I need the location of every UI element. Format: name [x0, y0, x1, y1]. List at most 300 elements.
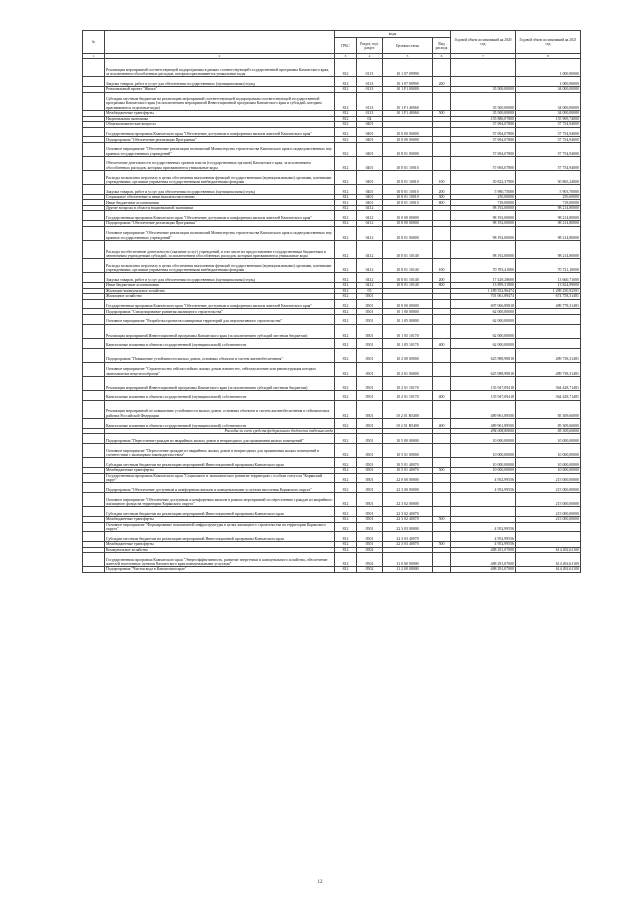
row-vol2020-cell: 155 886,07800 [451, 116, 516, 122]
row-razdel-cell: 0501 [357, 400, 383, 418]
row-razdel-cell: 0501 [357, 434, 383, 444]
row-csr-cell: 22 3 03 00000 [383, 522, 433, 532]
row-num-cell [83, 142, 105, 156]
row-vol2021-cell [516, 314, 581, 324]
row-name-cell: Коммунальное хозяйство [105, 547, 335, 553]
row-vol2020-cell: 57 694,07800 [451, 127, 516, 137]
row-razdel-cell: 0113 [357, 59, 383, 77]
row-vol2021-cell: 98 214,80000 [516, 226, 581, 240]
row-name-cell: Обеспечение деятельности государственных органов власти (государственных органов) Камчатского края, за исключением обособленных расходов, которым присваиваются уникальные коды [105, 156, 335, 170]
row-vol2021-cell: 13 660,71000 [516, 273, 581, 283]
table-row [83, 483, 581, 493]
row-razdel-cell: 0501 [357, 338, 383, 348]
row-razdel-cell: 0401 [357, 200, 383, 206]
row-vol2021-cell [516, 522, 581, 532]
row-grbs-cell: 812 [335, 92, 357, 110]
row-name-cell: Основное мероприятие "Обеспечение реализации полномочий Министерства строительства Камчатского края и подведомственных ему краевых государственных учреждений" [105, 226, 335, 240]
row-vol2020-cell: 98 192,00000 [451, 240, 516, 258]
row-razdel-cell: 0501 [357, 314, 383, 324]
row-vol2020-cell: 10 000,00000 [451, 468, 516, 474]
table-row [83, 171, 581, 185]
row-vr-cell [433, 142, 451, 156]
row-grbs-cell: 812 [335, 116, 357, 122]
row-razdel-cell: 0412 [357, 240, 383, 258]
row-vol2020-cell: 62 000,00000 [451, 309, 516, 315]
row-num-cell [83, 376, 105, 390]
row-vr-cell: 500 [433, 111, 451, 117]
row-csr-cell: 10 2 00 00000 [383, 348, 433, 362]
row-csr-cell: 10 8 01 00000 [383, 226, 433, 240]
row-csr-cell: 10 2 01 10170 [383, 376, 433, 390]
row-vr-cell [433, 458, 451, 468]
row-vol2020-cell [451, 493, 516, 507]
row-grbs-cell: 812 [335, 547, 357, 553]
row-vol2021-cell: 718,00000 [516, 200, 581, 206]
row-razdel-cell: 0501 [357, 493, 383, 507]
row-num-cell [83, 338, 105, 348]
row-grbs-cell: 812 [335, 273, 357, 283]
row-name-cell: Расходы на выплаты персоналу в целях обеспечения выполнения функций государственными (муниципальными) органами, казенными учреждениями, органами управления государственными внебюджетными фондами [105, 171, 335, 185]
row-razdel-cell: 0113 [357, 92, 383, 110]
row-num-cell [83, 92, 105, 110]
row-csr-cell: 22 3 03 40070 [383, 542, 433, 548]
row-num-cell [83, 567, 105, 573]
row-vol2021-cell: 364 428,71481 [516, 390, 581, 400]
row-vol2020-cell: 135 947,09418 [451, 376, 516, 390]
row-vol2021-cell: 98 214,80000 [516, 240, 581, 258]
row-vol2021-cell: 215 000,00000 [516, 507, 581, 517]
row-num-cell [83, 226, 105, 240]
row-name-cell: Субсидии местным бюджетам на реализацию мероприятий Инвестиционной программы Камчатского края [105, 458, 335, 468]
row-razdel-cell: 0401 [357, 122, 383, 128]
row-vol2020-cell: 35 500,00000 [451, 87, 516, 93]
table-row [83, 273, 581, 283]
header-codes: коды [335, 31, 451, 38]
row-grbs-cell: 812 [335, 314, 357, 324]
row-vol2021-cell: 215 000,00000 [516, 517, 581, 523]
table-row [83, 507, 581, 517]
row-vol2020-cell: 489 961,89500 [451, 400, 516, 418]
row-num-cell [83, 522, 105, 532]
row-vol2021-cell: 85 309,60000 [516, 428, 581, 434]
row-grbs-cell: 812 [335, 259, 357, 273]
row-grbs-cell: 812 [335, 205, 357, 211]
row-num-cell [83, 532, 105, 542]
row-csr-cell: 10 5 01 40070 [383, 468, 433, 474]
row-vol2020-cell: 62 000,00000 [451, 338, 516, 348]
row-vr-cell [433, 211, 451, 221]
row-num-cell [83, 59, 105, 77]
table-row [83, 522, 581, 532]
row-vol2021-cell: 215 000,00000 [516, 483, 581, 493]
row-name-cell: Социальное обеспечение и иные выплаты населению [105, 194, 335, 200]
row-vol2020-cell: 98 192,00000 [451, 205, 516, 211]
row-num-cell [83, 473, 105, 483]
row-csr-cell: 10 8 01 10010 [383, 185, 433, 195]
row-csr-cell: 11 0 00 00000 [383, 553, 433, 567]
row-razdel-cell: 0501 [357, 473, 383, 483]
row-vol2020-cell: 1 189 352,96474 [451, 288, 516, 294]
row-vol2021-cell: 57 754,94000 [516, 137, 581, 143]
row-name-cell: Межбюджетные трансферты [105, 111, 335, 117]
row-vr-cell [433, 376, 451, 390]
row-vr-cell [433, 522, 451, 532]
row-razdel-cell: 0401 [357, 127, 383, 137]
header-vr: Вид расхода [433, 38, 451, 54]
row-name-cell: Региональный проект "Жилье" [105, 87, 335, 93]
row-num-cell [83, 458, 105, 468]
row-csr-cell: 10 8 01 00000 [383, 142, 433, 156]
row-razdel-cell: 0412 [357, 259, 383, 273]
row-vol2020-cell: 62 000,00000 [451, 324, 516, 338]
row-vr-cell [433, 324, 451, 338]
row-razdel-cell: 0501 [357, 532, 383, 542]
table-row [83, 444, 581, 458]
row-vol2021-cell: 215 000,00000 [516, 473, 581, 483]
row-vol2021-cell: 13 824,99000 [516, 283, 581, 289]
row-vr-cell [433, 532, 451, 542]
row-name-cell: Иные бюджетные ассигнования [105, 283, 335, 289]
column-number: 1 [83, 54, 105, 59]
row-num-cell [83, 77, 105, 87]
row-razdel-cell: 0501 [357, 309, 383, 315]
table-row [83, 92, 581, 110]
row-grbs-cell: 812 [335, 532, 357, 542]
row-vol2021-cell: 1 000,90000 [516, 59, 581, 77]
row-razdel-cell: 0501 [357, 483, 383, 493]
row-razdel-cell: 0501 [357, 362, 383, 376]
row-razdel-cell: 0113 [357, 87, 383, 93]
row-csr-cell: 10 8 01 10140 [383, 283, 433, 289]
row-razdel-cell: 0502 [357, 547, 383, 553]
row-vol2020-cell: 50 822,37900 [451, 171, 516, 185]
row-num-cell [83, 299, 105, 309]
row-csr-cell: 10 8 01 10010 [383, 171, 433, 185]
row-vol2020-cell [451, 59, 516, 77]
row-vol2020-cell: 489 961,89500 [451, 419, 516, 429]
row-num-cell [83, 493, 105, 507]
header-csr: Целевая статья [383, 38, 433, 54]
row-grbs-cell: 812 [335, 400, 357, 418]
row-csr-cell: 10 1 00 00000 [383, 309, 433, 315]
row-vol2021-cell [516, 324, 581, 338]
row-vr-cell: 400 [433, 419, 451, 429]
row-razdel-cell: 0501 [357, 390, 383, 400]
row-vol2020-cell: 488 291,07000 [451, 567, 516, 573]
row-vr-cell [433, 493, 451, 507]
row-grbs-cell: 812 [335, 348, 357, 362]
row-vr-cell: 200 [433, 273, 451, 283]
row-vol2020-cell: 5 980,75000 [451, 185, 516, 195]
row-num-cell [83, 400, 105, 418]
row-name-cell: Государственная программа Камчатского края "Социальное и экономическое развитие территории с особым статусом "Корякский округ" [105, 473, 335, 483]
row-vol2020-cell: 4 952,99556 [451, 542, 516, 548]
header-vol2021: Годовой объем ассигнований на 2021 год [516, 31, 581, 54]
row-razdel-cell: 0501 [357, 522, 383, 532]
row-vr-cell: 100 [433, 171, 451, 185]
row-vol2021-cell: 50 865,24000 [516, 171, 581, 185]
column-number: 7 [451, 54, 516, 59]
row-csr-cell: 10 1 05 00000 [383, 314, 433, 324]
row-vr-cell [433, 226, 451, 240]
row-vol2020-cell: 488 291,07000 [451, 547, 516, 553]
row-grbs-cell: 812 [335, 390, 357, 400]
table-row [83, 324, 581, 338]
row-name-cell: Иные бюджетные ассигнования [105, 200, 335, 206]
budget-document [82, 30, 580, 573]
row-num-cell [83, 156, 105, 170]
row-name-cell: Межбюджетные трансферты [105, 468, 335, 474]
row-csr-cell: 10 2 01 00000 [383, 362, 433, 376]
row-vr-cell: 800 [433, 283, 451, 289]
row-vol2020-cell: 625 988,98818 [451, 362, 516, 376]
row-razdel-cell: 0501 [357, 294, 383, 300]
row-name-cell: Подпрограмма "Обеспечение реализации Программы" [105, 137, 335, 143]
row-num-cell [83, 444, 105, 458]
row-vr-cell [433, 314, 451, 324]
row-name-cell: Основное мероприятие "Разработка проектов планировки территорий для перспективного строительства" [105, 314, 335, 324]
row-razdel-cell: 0412 [357, 211, 383, 221]
row-vol2021-cell: 57 754,94000 [516, 156, 581, 170]
row-csr-cell: 10 8 01 10140 [383, 240, 433, 258]
row-csr-cell: 10 1 05 10170 [383, 338, 433, 348]
row-vr-cell: 400 [433, 338, 451, 348]
row-name-cell: Основное мероприятие "Строительство сейсмостойких жилых домов взамен тех, сейсмоусиление или реконструкция которых экономически нецелесообразна" [105, 362, 335, 376]
row-csr-cell: 10 5 01 40070 [383, 458, 433, 468]
row-num-cell [83, 348, 105, 362]
row-vol2021-cell: 98 214,80000 [516, 221, 581, 227]
table-row [83, 362, 581, 376]
row-csr-cell: 10 1 F1 40060 [383, 111, 433, 117]
row-csr-cell: 10 2 01 R5400 [383, 419, 433, 429]
row-grbs-cell: 812 [335, 419, 357, 429]
row-name-cell: Реализация мероприятий Инвестиционной программы Камчатского края (за исключением субсидий местным бюджетам) [105, 376, 335, 390]
row-razdel-cell: 0501 [357, 468, 383, 474]
table-row [83, 211, 581, 221]
header-razdel: Раздел, под-раздел [357, 38, 383, 54]
row-grbs-cell: 812 [335, 553, 357, 567]
row-razdel-cell: 0412 [357, 205, 383, 211]
column-number: 6 [433, 54, 451, 59]
row-vol2021-cell: 155 969,74000 [516, 116, 581, 122]
row-csr-cell: 10 1 07 09990 [383, 59, 433, 77]
row-vol2020-cell: 494 008,80000 [451, 428, 516, 434]
row-csr-cell: 10 5 00 00000 [383, 434, 433, 444]
row-vol2021-cell: 489 738,31481 [516, 348, 581, 362]
row-num-cell [83, 419, 105, 429]
row-grbs-cell: 812 [335, 324, 357, 338]
row-csr-cell: 10 8 01 10010 [383, 156, 433, 170]
row-name-cell: Субсидии местным бюджетам на реализацию мероприятий Инвестиционной программы Камчатского края [105, 507, 335, 517]
row-grbs-cell: 812 [335, 517, 357, 523]
row-csr-cell: 22 3 03 40070 [383, 532, 433, 542]
table-row [83, 59, 581, 77]
row-vol2021-cell [516, 532, 581, 542]
row-name-cell: Государственная программа Камчатского края "Обеспечение доступным и комфортным жильем жителей Камчатского края" [105, 127, 335, 137]
row-csr-cell: 10 8 01 10140 [383, 259, 433, 273]
row-vol2021-cell: 215 000,00000 [516, 493, 581, 507]
row-vol2021-cell: 614 492,61100 [516, 547, 581, 553]
row-name-cell: Государственная программа Камчатского края "Обеспечение доступным и комфортным жильем жителей Камчатского края" [105, 211, 335, 221]
row-razdel-cell: 0412 [357, 283, 383, 289]
row-vr-cell [433, 567, 451, 573]
row-razdel-cell: 0501 [357, 517, 383, 523]
row-vol2021-cell: 10 000,00000 [516, 458, 581, 468]
row-csr-cell: 22 3 02 00000 [383, 493, 433, 507]
row-name-cell: Государственная программа Камчатского края "Энергоэффективность, развитие энергетики и коммунального хозяйства, обеспечение жителей населенных пунктов Камчатского края коммунальными услугами" [105, 553, 335, 567]
row-grbs-cell: 812 [335, 111, 357, 117]
table-row [83, 142, 581, 156]
table-row [83, 259, 581, 273]
row-vol2021-cell: 10 000,00000 [516, 444, 581, 458]
row-vr-cell: 200 [433, 185, 451, 195]
row-grbs-cell: 812 [335, 221, 357, 227]
row-vol2020-cell: 4 952,99556 [451, 473, 516, 483]
row-razdel-cell: 0412 [357, 221, 383, 227]
row-vol2020-cell: 488 291,07000 [451, 553, 516, 567]
row-vol2021-cell: 674 758,31481 [516, 294, 581, 300]
row-razdel-cell: 0401 [357, 171, 383, 185]
row-vol2020-cell: 697 066,89818 [451, 299, 516, 309]
row-grbs-cell: 812 [335, 240, 357, 258]
row-name-cell: Основное мероприятие "Переселение граждан из аварийных жилых домов и непригодных для проживания жилых помещений в соответствии с жилищным законодательством" [105, 444, 335, 458]
row-vol2021-cell: 57 754,94000 [516, 127, 581, 137]
row-name-cell: Расходы на выплаты персоналу в целях обеспечения выполнения функций государственными (муниципальными) органами, казенными учреждениями, органами управления государственными внебюджетными фондами [105, 259, 335, 273]
row-vol2020-cell: 17 429,28600 [451, 273, 516, 283]
row-grbs-cell: 812 [335, 458, 357, 468]
row-name-cell: Основное мероприятие "Обеспечение реализации полномочий Министерства строительства Камчатского края и подведомственных ему краевых государственных учреждений" [105, 142, 335, 156]
row-grbs-cell: 812 [335, 299, 357, 309]
table-row [83, 226, 581, 240]
column-number: 3 [335, 54, 357, 59]
row-vol2020-cell: 98 192,00000 [451, 221, 516, 227]
row-vol2021-cell: 34 000,00000 [516, 87, 581, 93]
row-vr-cell [433, 156, 451, 170]
header-num: № [83, 31, 105, 54]
row-vr-cell: 500 [433, 468, 451, 474]
row-vol2021-cell: 364 428,71481 [516, 376, 581, 390]
row-num-cell [83, 483, 105, 493]
row-vol2021-cell: 10 000,00000 [516, 434, 581, 444]
row-vr-cell [433, 400, 451, 418]
table-row [83, 419, 581, 429]
header-name [105, 31, 335, 54]
row-vr-cell [433, 299, 451, 309]
row-grbs-cell: 812 [335, 473, 357, 483]
table-row [83, 376, 581, 390]
row-razdel-cell: 0113 [357, 111, 383, 117]
row-vr-cell [433, 444, 451, 458]
row-vol2020-cell: 70 783,41000 [451, 259, 516, 273]
row-csr-cell: 10 1 F1 40060 [383, 92, 433, 110]
row-name-cell: Капитальные вложения в объекты государственной (муниципальной) собственности [105, 338, 335, 348]
row-vr-cell [433, 92, 451, 110]
row-vol2020-cell: 135 947,09418 [451, 390, 516, 400]
row-csr-cell: 10 0 00 00000 [383, 299, 433, 309]
row-csr-cell: 10 8 01 10010 [383, 194, 433, 200]
row-vr-cell [433, 507, 451, 517]
row-vol2020-cell: 57 694,07800 [451, 137, 516, 143]
budget-table [82, 30, 581, 573]
row-num-cell [83, 127, 105, 137]
row-razdel-cell: 0501 [357, 444, 383, 458]
row-num-cell [83, 553, 105, 567]
row-vr-cell [433, 553, 451, 567]
header-grbs: ГРБС [335, 38, 357, 54]
row-vol2021-cell: 614 492,61100 [516, 553, 581, 567]
row-name-cell: Другие вопросы в области национальной экономики [105, 205, 335, 211]
row-grbs-cell: 812 [335, 194, 357, 200]
row-razdel-cell: 0501 [357, 458, 383, 468]
row-vol2021-cell: 489 778,31481 [516, 299, 581, 309]
row-name-cell: Закупка товаров, работ и услуг для обеспечения государственных (муниципальных) нужд [105, 273, 335, 283]
row-razdel-cell: 0501 [357, 376, 383, 390]
row-vr-cell [433, 127, 451, 137]
row-razdel-cell: 0401 [357, 156, 383, 170]
row-name-cell: Подпрограмма "Обеспечение реализации Программы" [105, 221, 335, 227]
row-name-cell: Субсидии местным бюджетам на реализацию мероприятий соответствующей подпрограммы соответствующей государственной программы Камчатского края (за исключением мероприятий Инвестиционной программы Камчатского края и субсидий, которым присваиваются отдельные коды) [105, 92, 335, 110]
row-vr-cell [433, 362, 451, 376]
row-csr-cell: 22 0 00 00000 [383, 473, 433, 483]
table-row [83, 127, 581, 137]
row-num-cell [83, 324, 105, 338]
row-num-cell [83, 273, 105, 283]
table-row [83, 314, 581, 324]
row-name-cell: Капитальные вложения в объекты государственной (муниципальной) собственности [105, 390, 335, 400]
row-grbs-cell: 812 [335, 127, 357, 137]
row-name-cell: Национальная экономика [105, 116, 335, 122]
row-grbs-cell: 812 [335, 142, 357, 156]
row-csr-cell: 10 1 F1 00000 [383, 87, 433, 93]
row-vol2021-cell: 98 214,80000 [516, 205, 581, 211]
row-vr-cell [433, 348, 451, 362]
row-vol2020-cell: 13 899,31800 [451, 283, 516, 289]
row-grbs-cell: 812 [335, 309, 357, 315]
row-razdel-cell: 0501 [357, 419, 383, 429]
column-number: 2 [105, 54, 335, 59]
row-csr-cell: 10 2 01 R5400 [383, 400, 433, 418]
row-name-cell: Жилищно-коммунальное хозяйство [105, 288, 335, 294]
row-razdel-cell: 0501 [357, 299, 383, 309]
row-vol2020-cell: 62 000,00000 [451, 314, 516, 324]
row-grbs-cell: 812 [335, 493, 357, 507]
row-razdel-cell: 0502 [357, 553, 383, 567]
row-csr-cell: 10 1 05 10170 [383, 324, 433, 338]
table-row [83, 390, 581, 400]
row-razdel-cell: 05 [357, 288, 383, 294]
row-csr-cell: 22 3 02 40070 [383, 517, 433, 523]
column-number: 8 [516, 54, 581, 59]
row-vol2021-cell: 10 000,00000 [516, 468, 581, 474]
row-grbs-cell: 812 [335, 226, 357, 240]
row-vol2020-cell: 4 952,99556 [451, 522, 516, 532]
row-vol2020-cell: 57 694,07800 [451, 156, 516, 170]
row-vol2021-cell: 34 000,00000 [516, 92, 581, 110]
row-vol2020-cell: 718,00000 [451, 200, 516, 206]
row-vol2020-cell: 57 694,07800 [451, 142, 516, 156]
table-row [83, 493, 581, 507]
row-name-cell: Расходы на обеспечение деятельности (оказание услуг) учреждений, в том числе на предоставление государственным бюджетным и автономным учреждениям субсидий, за исключением обособленных расходов, которым присваиваются уникальные коды [105, 240, 335, 258]
row-grbs-cell: 812 [335, 211, 357, 221]
row-vol2021-cell: 1 289 250,92581 [516, 288, 581, 294]
row-name-cell: Субсидии местным бюджетам на реализацию мероприятий Инвестиционной программы Камчатского края [105, 532, 335, 542]
row-grbs-cell: 812 [335, 542, 357, 548]
table-body [83, 59, 581, 573]
row-name-cell: Межбюджетные трансферты [105, 517, 335, 523]
row-num-cell [83, 185, 105, 195]
row-grbs-cell: 812 [335, 156, 357, 170]
row-vr-cell [433, 434, 451, 444]
